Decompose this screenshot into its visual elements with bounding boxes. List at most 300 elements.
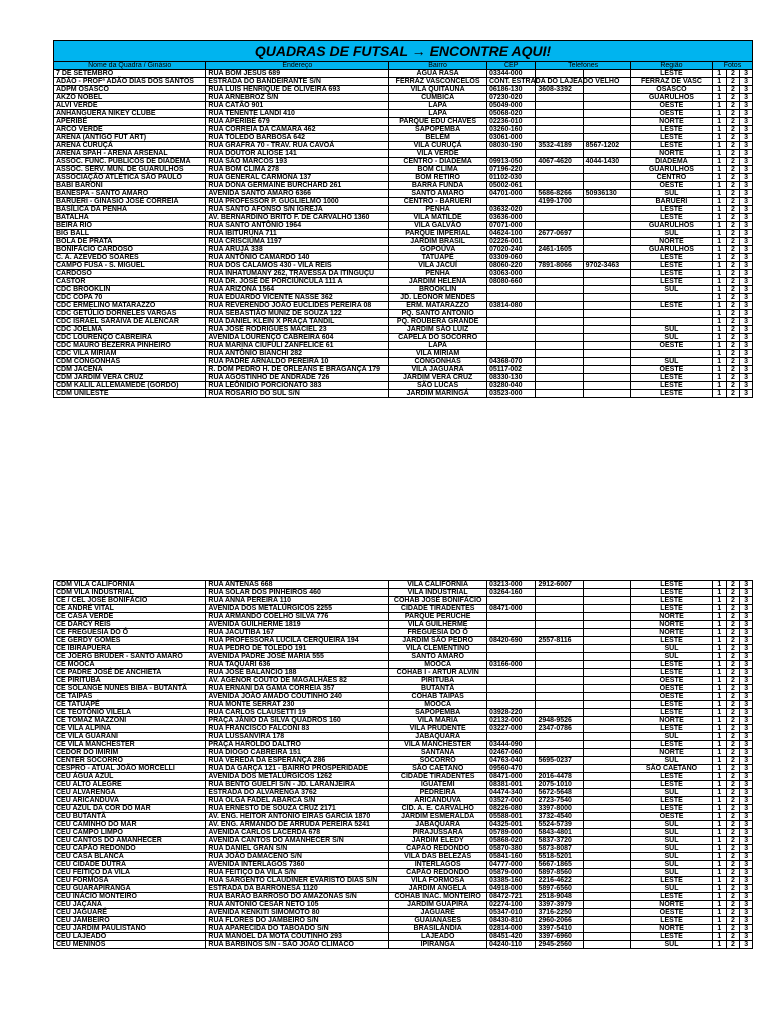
photo-link-3[interactable]: 3 xyxy=(740,358,753,366)
photo-link-2[interactable]: 2 xyxy=(726,86,740,94)
court-cep: 02467-060 xyxy=(487,749,536,757)
photo-link-1[interactable]: 1 xyxy=(712,102,726,110)
photo-link-3[interactable]: 3 xyxy=(740,925,753,933)
photo-link-2[interactable]: 2 xyxy=(726,142,740,150)
photo-link-1[interactable]: 1 xyxy=(713,669,727,677)
photo-link-1[interactable]: 1 xyxy=(713,933,727,941)
photo-link-3[interactable]: 3 xyxy=(740,821,753,829)
photo-link-3[interactable]: 3 xyxy=(740,757,753,765)
photo-link-3[interactable]: 3 xyxy=(740,637,753,645)
photo-link-3[interactable]: 3 xyxy=(740,653,753,661)
photo-link-1[interactable]: 1 xyxy=(713,589,727,597)
photo-link-3[interactable]: 3 xyxy=(740,294,753,302)
photo-link-3[interactable]: 3 xyxy=(740,749,753,757)
photo-link-3[interactable]: 3 xyxy=(740,254,753,262)
photo-link-3[interactable]: 3 xyxy=(740,182,753,190)
photo-link-2[interactable]: 2 xyxy=(726,198,740,206)
photo-link-3[interactable]: 3 xyxy=(740,629,753,637)
court-district: COHAB INAC. MONTEIRO xyxy=(389,893,487,901)
photo-link-1[interactable]: 1 xyxy=(713,701,727,709)
court-district: INTERLAGOS xyxy=(389,861,487,869)
photo-link-2[interactable]: 2 xyxy=(726,821,740,829)
table-row xyxy=(54,150,753,158)
photo-link-1[interactable]: 1 xyxy=(713,845,727,853)
photo-link-3[interactable]: 3 xyxy=(740,733,753,741)
photo-link-3[interactable]: 3 xyxy=(740,390,753,398)
photo-link-2[interactable]: 2 xyxy=(726,174,740,182)
photo-link-1[interactable]: 1 xyxy=(713,805,727,813)
photo-link-1[interactable]: 1 xyxy=(713,909,727,917)
photo-link-2[interactable]: 2 xyxy=(726,278,740,286)
photo-link-1[interactable]: 1 xyxy=(712,174,726,182)
photo-link-1[interactable]: 1 xyxy=(712,190,726,198)
photo-link-2[interactable]: 2 xyxy=(726,621,740,629)
court-cep: 07196-220 xyxy=(486,166,535,174)
photo-link-3[interactable]: 3 xyxy=(740,102,753,110)
photo-link-2[interactable]: 2 xyxy=(726,374,740,382)
photo-link-1[interactable]: 1 xyxy=(713,813,727,821)
photo-link-1[interactable]: 1 xyxy=(713,821,727,829)
photo-link-1[interactable]: 1 xyxy=(713,685,727,693)
photo-link-3[interactable]: 3 xyxy=(740,310,753,318)
photo-link-2[interactable]: 2 xyxy=(726,701,740,709)
photo-link-2[interactable]: 2 xyxy=(726,645,740,653)
photo-link-2[interactable]: 2 xyxy=(726,342,740,350)
photo-link-2[interactable]: 2 xyxy=(726,246,740,254)
photo-link-2[interactable]: 2 xyxy=(726,893,740,901)
photo-link-1[interactable]: 1 xyxy=(713,621,727,629)
photo-link-3[interactable]: 3 xyxy=(740,366,753,374)
photo-link-1[interactable]: 1 xyxy=(713,837,727,845)
court-phone-1: 5524-5739 xyxy=(536,821,583,829)
photo-link-1[interactable]: 1 xyxy=(713,789,727,797)
photo-link-3[interactable]: 3 xyxy=(740,94,753,102)
court-phone-1: 5843-4801 xyxy=(536,829,583,837)
photo-link-1[interactable]: 1 xyxy=(713,941,727,949)
photo-link-2[interactable]: 2 xyxy=(726,765,740,773)
photo-link-2[interactable]: 2 xyxy=(726,366,740,374)
photo-link-2[interactable]: 2 xyxy=(726,837,740,845)
photo-link-1[interactable]: 1 xyxy=(713,653,727,661)
photo-link-1[interactable]: 1 xyxy=(712,142,726,150)
photo-link-1[interactable]: 1 xyxy=(712,214,726,222)
photo-link-3[interactable]: 3 xyxy=(740,717,753,725)
photo-link-3[interactable]: 3 xyxy=(740,174,753,182)
photo-link-1[interactable]: 1 xyxy=(712,278,726,286)
photo-link-3[interactable]: 3 xyxy=(740,693,753,701)
photo-link-3[interactable]: 3 xyxy=(740,326,753,334)
photo-link-2[interactable]: 2 xyxy=(726,310,740,318)
photo-link-3[interactable]: 3 xyxy=(740,669,753,677)
photo-link-1[interactable]: 1 xyxy=(712,334,726,342)
photo-link-2[interactable]: 2 xyxy=(726,653,740,661)
photo-link-3[interactable]: 3 xyxy=(740,805,753,813)
photo-link-2[interactable]: 2 xyxy=(726,869,740,877)
photo-link-1[interactable]: 1 xyxy=(712,134,726,142)
photo-link-3[interactable]: 3 xyxy=(740,206,753,214)
court-phone-1 xyxy=(536,733,583,741)
photo-link-2[interactable]: 2 xyxy=(726,254,740,262)
photo-link-2[interactable]: 2 xyxy=(726,597,740,605)
photo-link-3[interactable]: 3 xyxy=(740,382,753,390)
court-name: BIG BALL xyxy=(54,230,206,238)
photo-link-2[interactable]: 2 xyxy=(726,238,740,246)
photo-link-1[interactable]: 1 xyxy=(713,765,727,773)
photo-link-3[interactable]: 3 xyxy=(740,845,753,853)
photo-link-2[interactable]: 2 xyxy=(726,669,740,677)
court-district: PARQUE IMPERIAL xyxy=(389,230,487,238)
photo-link-3[interactable]: 3 xyxy=(740,342,753,350)
photo-link-1[interactable]: 1 xyxy=(712,166,726,174)
photo-link-1[interactable]: 1 xyxy=(713,781,727,789)
court-district: MOOCA xyxy=(389,661,487,669)
photo-link-3[interactable]: 3 xyxy=(740,581,753,589)
photo-link-2[interactable]: 2 xyxy=(726,733,740,741)
photo-link-3[interactable]: 3 xyxy=(740,214,753,222)
photo-link-2[interactable]: 2 xyxy=(726,382,740,390)
photo-link-3[interactable]: 3 xyxy=(740,725,753,733)
photo-link-3[interactable]: 3 xyxy=(740,861,753,869)
photo-link-2[interactable]: 2 xyxy=(726,126,740,134)
photo-link-3[interactable]: 3 xyxy=(740,246,753,254)
court-district: CIDADE TIRADENTES xyxy=(389,605,487,613)
court-district: VILA CALIFORNIA xyxy=(389,581,487,589)
photo-link-1[interactable]: 1 xyxy=(712,270,726,278)
photo-link-2[interactable]: 2 xyxy=(726,861,740,869)
photo-link-2[interactable]: 2 xyxy=(726,781,740,789)
photo-link-1[interactable]: 1 xyxy=(712,94,726,102)
photo-link-3[interactable]: 3 xyxy=(740,70,753,78)
photo-link-1[interactable]: 1 xyxy=(712,262,726,270)
photo-link-3[interactable]: 3 xyxy=(740,142,753,150)
photo-link-1[interactable]: 1 xyxy=(713,717,727,725)
photo-link-2[interactable]: 2 xyxy=(726,685,740,693)
photo-link-3[interactable]: 3 xyxy=(740,286,753,294)
table-row xyxy=(54,829,753,837)
photo-link-2[interactable]: 2 xyxy=(726,110,740,118)
photo-link-3[interactable]: 3 xyxy=(740,885,753,893)
photo-link-3[interactable]: 3 xyxy=(740,334,753,342)
photo-link-2[interactable]: 2 xyxy=(726,661,740,669)
photo-link-2[interactable]: 2 xyxy=(726,334,740,342)
photo-link-1[interactable]: 1 xyxy=(713,853,727,861)
photo-link-1[interactable]: 1 xyxy=(712,358,726,366)
court-name: CEU CAPÃO REDONDO xyxy=(54,845,206,853)
photo-link-2[interactable]: 2 xyxy=(726,102,740,110)
photo-link-2[interactable]: 2 xyxy=(726,941,740,949)
photo-link-3[interactable]: 3 xyxy=(740,621,753,629)
photo-link-3[interactable]: 3 xyxy=(740,829,753,837)
photo-link-1[interactable]: 1 xyxy=(712,206,726,214)
photo-link-3[interactable]: 3 xyxy=(740,278,753,286)
photo-link-1[interactable]: 1 xyxy=(712,310,726,318)
photo-link-3[interactable]: 3 xyxy=(740,893,753,901)
photo-link-1[interactable]: 1 xyxy=(712,70,726,78)
photo-link-3[interactable]: 3 xyxy=(740,222,753,230)
photo-link-1[interactable]: 1 xyxy=(713,693,727,701)
photo-link-2[interactable]: 2 xyxy=(726,605,740,613)
photo-link-2[interactable]: 2 xyxy=(726,853,740,861)
photo-link-3[interactable]: 3 xyxy=(740,350,753,358)
photo-link-1[interactable]: 1 xyxy=(713,629,727,637)
photo-link-1[interactable]: 1 xyxy=(712,118,726,126)
photo-link-2[interactable]: 2 xyxy=(726,134,740,142)
photo-link-2[interactable]: 2 xyxy=(726,805,740,813)
court-address: AV. BERNARDINO BRITO F. DE CARVALHO 1360 xyxy=(206,214,389,222)
photo-link-3[interactable]: 3 xyxy=(740,781,753,789)
photo-link-1[interactable]: 1 xyxy=(713,773,727,781)
photo-link-1[interactable]: 1 xyxy=(712,286,726,294)
photo-link-3[interactable]: 3 xyxy=(740,917,753,925)
photo-link-1[interactable]: 1 xyxy=(712,302,726,310)
table-row xyxy=(54,118,753,126)
photo-link-2[interactable]: 2 xyxy=(726,190,740,198)
photo-link-3[interactable]: 3 xyxy=(740,134,753,142)
court-address: ESTRADA DO BANDEIRANTE S/N xyxy=(206,78,389,86)
photo-link-3[interactable]: 3 xyxy=(740,741,753,749)
photo-link-3[interactable]: 3 xyxy=(740,645,753,653)
court-name: CEDOR DO IMIRIM xyxy=(54,749,206,757)
photo-link-3[interactable]: 3 xyxy=(740,86,753,94)
photo-link-3[interactable]: 3 xyxy=(740,150,753,158)
photo-link-1[interactable]: 1 xyxy=(713,861,727,869)
photo-link-2[interactable]: 2 xyxy=(726,725,740,733)
photo-link-3[interactable]: 3 xyxy=(740,773,753,781)
photo-link-1[interactable]: 1 xyxy=(712,110,726,118)
photo-link-1[interactable]: 1 xyxy=(713,917,727,925)
photo-link-2[interactable]: 2 xyxy=(726,797,740,805)
photo-link-2[interactable]: 2 xyxy=(726,829,740,837)
photo-link-3[interactable]: 3 xyxy=(740,158,753,166)
court-phone-2 xyxy=(583,853,630,861)
photo-link-1[interactable]: 1 xyxy=(713,613,727,621)
photo-link-1[interactable]: 1 xyxy=(712,158,726,166)
photo-link-3[interactable]: 3 xyxy=(740,797,753,805)
photo-link-3[interactable]: 3 xyxy=(740,613,753,621)
photo-link-2[interactable]: 2 xyxy=(726,206,740,214)
photo-link-1[interactable]: 1 xyxy=(713,605,727,613)
court-phone-1 xyxy=(536,334,583,342)
photo-link-3[interactable]: 3 xyxy=(740,605,753,613)
photo-link-2[interactable]: 2 xyxy=(726,901,740,909)
photo-link-1[interactable]: 1 xyxy=(713,597,727,605)
photo-link-2[interactable]: 2 xyxy=(726,909,740,917)
photo-link-1[interactable]: 1 xyxy=(712,126,726,134)
photo-link-3[interactable]: 3 xyxy=(740,238,753,246)
photo-link-2[interactable]: 2 xyxy=(726,717,740,725)
photo-link-3[interactable]: 3 xyxy=(740,190,753,198)
photo-link-1[interactable]: 1 xyxy=(713,725,727,733)
court-district: VILA INDUSTRIAL xyxy=(389,589,487,597)
photo-link-2[interactable]: 2 xyxy=(726,150,740,158)
photo-link-2[interactable]: 2 xyxy=(726,230,740,238)
photo-link-1[interactable]: 1 xyxy=(713,733,727,741)
photo-link-1[interactable]: 1 xyxy=(713,637,727,645)
photo-link-2[interactable]: 2 xyxy=(726,302,740,310)
photo-link-2[interactable]: 2 xyxy=(726,94,740,102)
photo-link-2[interactable]: 2 xyxy=(726,286,740,294)
photo-link-2[interactable]: 2 xyxy=(726,182,740,190)
photo-link-1[interactable]: 1 xyxy=(712,222,726,230)
photo-link-1[interactable]: 1 xyxy=(712,246,726,254)
photo-link-2[interactable]: 2 xyxy=(726,326,740,334)
court-address: RUA CARLOS CLAUSETTI 19 xyxy=(206,709,389,717)
photo-link-1[interactable]: 1 xyxy=(712,350,726,358)
court-region: NORTE xyxy=(631,613,713,621)
photo-link-3[interactable]: 3 xyxy=(740,118,753,126)
photo-link-2[interactable]: 2 xyxy=(726,294,740,302)
photo-link-1[interactable]: 1 xyxy=(712,382,726,390)
photo-link-3[interactable]: 3 xyxy=(740,589,753,597)
photo-link-2[interactable]: 2 xyxy=(726,358,740,366)
photo-link-1[interactable]: 1 xyxy=(713,797,727,805)
photo-link-2[interactable]: 2 xyxy=(726,70,740,78)
photo-link-3[interactable]: 3 xyxy=(740,837,753,845)
photo-link-1[interactable]: 1 xyxy=(712,342,726,350)
photo-link-2[interactable]: 2 xyxy=(726,390,740,398)
photo-link-1[interactable]: 1 xyxy=(712,254,726,262)
photo-link-1[interactable]: 1 xyxy=(712,78,726,86)
photo-link-2[interactable]: 2 xyxy=(726,589,740,597)
court-region: FERRAZ DE VASC xyxy=(630,78,712,86)
photo-link-2[interactable]: 2 xyxy=(726,813,740,821)
photo-link-1[interactable]: 1 xyxy=(712,374,726,382)
photo-link-2[interactable]: 2 xyxy=(726,917,740,925)
photo-link-3[interactable]: 3 xyxy=(740,765,753,773)
photo-link-3[interactable]: 3 xyxy=(740,685,753,693)
photo-link-3[interactable]: 3 xyxy=(740,933,753,941)
photo-link-3[interactable]: 3 xyxy=(740,701,753,709)
photo-link-3[interactable]: 3 xyxy=(740,901,753,909)
photo-link-1[interactable]: 1 xyxy=(712,366,726,374)
photo-link-2[interactable]: 2 xyxy=(726,845,740,853)
court-address: RUA CATÃO 901 xyxy=(206,102,389,110)
photo-link-1[interactable]: 1 xyxy=(713,925,727,933)
photo-link-3[interactable]: 3 xyxy=(740,262,753,270)
court-name: CEU JARDIM PAULISTANO xyxy=(54,925,206,933)
photo-link-2[interactable]: 2 xyxy=(726,933,740,941)
photo-link-1[interactable]: 1 xyxy=(713,645,727,653)
photo-link-1[interactable]: 1 xyxy=(713,877,727,885)
photo-link-1[interactable]: 1 xyxy=(713,749,727,757)
photo-link-1[interactable]: 1 xyxy=(713,677,727,685)
photo-link-2[interactable]: 2 xyxy=(726,222,740,230)
photo-link-3[interactable]: 3 xyxy=(740,661,753,669)
photo-link-3[interactable]: 3 xyxy=(740,302,753,310)
photo-link-1[interactable]: 1 xyxy=(712,230,726,238)
photo-link-3[interactable]: 3 xyxy=(740,941,753,949)
photo-link-1[interactable]: 1 xyxy=(713,757,727,765)
photo-link-1[interactable]: 1 xyxy=(712,326,726,334)
photo-link-3[interactable]: 3 xyxy=(740,78,753,86)
court-cep xyxy=(486,286,535,294)
photo-link-2[interactable]: 2 xyxy=(726,789,740,797)
court-region: OESTE xyxy=(630,366,712,374)
photo-link-3[interactable]: 3 xyxy=(740,110,753,118)
photo-link-1[interactable]: 1 xyxy=(713,829,727,837)
photo-link-2[interactable]: 2 xyxy=(726,262,740,270)
photo-link-2[interactable]: 2 xyxy=(726,677,740,685)
court-cep xyxy=(487,685,536,693)
sheet-title: QUADRAS DE FUTSAL → ENCONTRE AQUI! xyxy=(54,41,753,62)
photo-link-2[interactable]: 2 xyxy=(726,78,740,86)
photo-link-1[interactable]: 1 xyxy=(712,238,726,246)
photo-link-2[interactable]: 2 xyxy=(726,318,740,326)
photo-link-1[interactable]: 1 xyxy=(712,198,726,206)
photo-link-2[interactable]: 2 xyxy=(726,158,740,166)
photo-link-2[interactable]: 2 xyxy=(726,118,740,126)
photo-link-1[interactable]: 1 xyxy=(712,294,726,302)
photo-link-3[interactable]: 3 xyxy=(740,813,753,821)
court-district: PQ. ROUBERA GRANDE xyxy=(389,318,487,326)
photo-link-2[interactable]: 2 xyxy=(726,581,740,589)
table-row xyxy=(54,805,753,813)
photo-link-3[interactable]: 3 xyxy=(740,318,753,326)
photo-link-2[interactable]: 2 xyxy=(726,925,740,933)
photo-link-2[interactable]: 2 xyxy=(726,350,740,358)
court-address: RUA OLGA FADEL ABARCA S/N xyxy=(206,797,389,805)
photo-link-1[interactable]: 1 xyxy=(713,741,727,749)
photo-link-1[interactable]: 1 xyxy=(713,893,727,901)
photo-link-3[interactable]: 3 xyxy=(740,166,753,174)
photo-link-1[interactable]: 1 xyxy=(713,901,727,909)
photo-link-2[interactable]: 2 xyxy=(726,270,740,278)
photo-link-2[interactable]: 2 xyxy=(726,749,740,757)
photo-link-3[interactable]: 3 xyxy=(740,909,753,917)
photo-link-3[interactable]: 3 xyxy=(740,853,753,861)
photo-link-1[interactable]: 1 xyxy=(713,869,727,877)
photo-link-2[interactable]: 2 xyxy=(726,629,740,637)
photo-link-2[interactable]: 2 xyxy=(726,613,740,621)
photo-link-1[interactable]: 1 xyxy=(712,318,726,326)
photo-link-3[interactable]: 3 xyxy=(740,789,753,797)
photo-link-2[interactable]: 2 xyxy=(726,693,740,701)
photo-link-2[interactable]: 2 xyxy=(726,637,740,645)
photo-link-1[interactable]: 1 xyxy=(712,390,726,398)
photo-link-2[interactable]: 2 xyxy=(726,214,740,222)
photo-link-2[interactable]: 2 xyxy=(726,877,740,885)
court-phone-1 xyxy=(536,358,583,366)
photo-link-3[interactable]: 3 xyxy=(740,198,753,206)
photo-link-3[interactable]: 3 xyxy=(740,126,753,134)
photo-link-2[interactable]: 2 xyxy=(726,773,740,781)
photo-link-2[interactable]: 2 xyxy=(726,709,740,717)
photo-link-2[interactable]: 2 xyxy=(726,166,740,174)
court-name: ASSOC. FUNC. PUBLICOS DE DIADEMA xyxy=(54,158,206,166)
photo-link-3[interactable]: 3 xyxy=(740,709,753,717)
photo-link-1[interactable]: 1 xyxy=(713,661,727,669)
photo-link-3[interactable]: 3 xyxy=(740,374,753,382)
photo-link-1[interactable]: 1 xyxy=(712,182,726,190)
photo-link-2[interactable]: 2 xyxy=(726,741,740,749)
photo-link-1[interactable]: 1 xyxy=(712,86,726,94)
photo-link-2[interactable]: 2 xyxy=(726,757,740,765)
photo-link-1[interactable]: 1 xyxy=(713,709,727,717)
photo-link-1[interactable]: 1 xyxy=(713,581,727,589)
photo-link-3[interactable]: 3 xyxy=(740,877,753,885)
photo-link-3[interactable]: 3 xyxy=(740,869,753,877)
photo-link-3[interactable]: 3 xyxy=(740,270,753,278)
photo-link-3[interactable]: 3 xyxy=(740,677,753,685)
table-row xyxy=(54,310,753,318)
court-address: RUA PROFESSOR P. GUGLIELMO 1000 xyxy=(206,198,389,206)
photo-link-1[interactable]: 1 xyxy=(712,150,726,158)
photo-link-3[interactable]: 3 xyxy=(740,230,753,238)
photo-link-1[interactable]: 1 xyxy=(713,885,727,893)
court-phone-1 xyxy=(536,701,583,709)
photo-link-3[interactable]: 3 xyxy=(740,597,753,605)
photo-link-2[interactable]: 2 xyxy=(726,885,740,893)
